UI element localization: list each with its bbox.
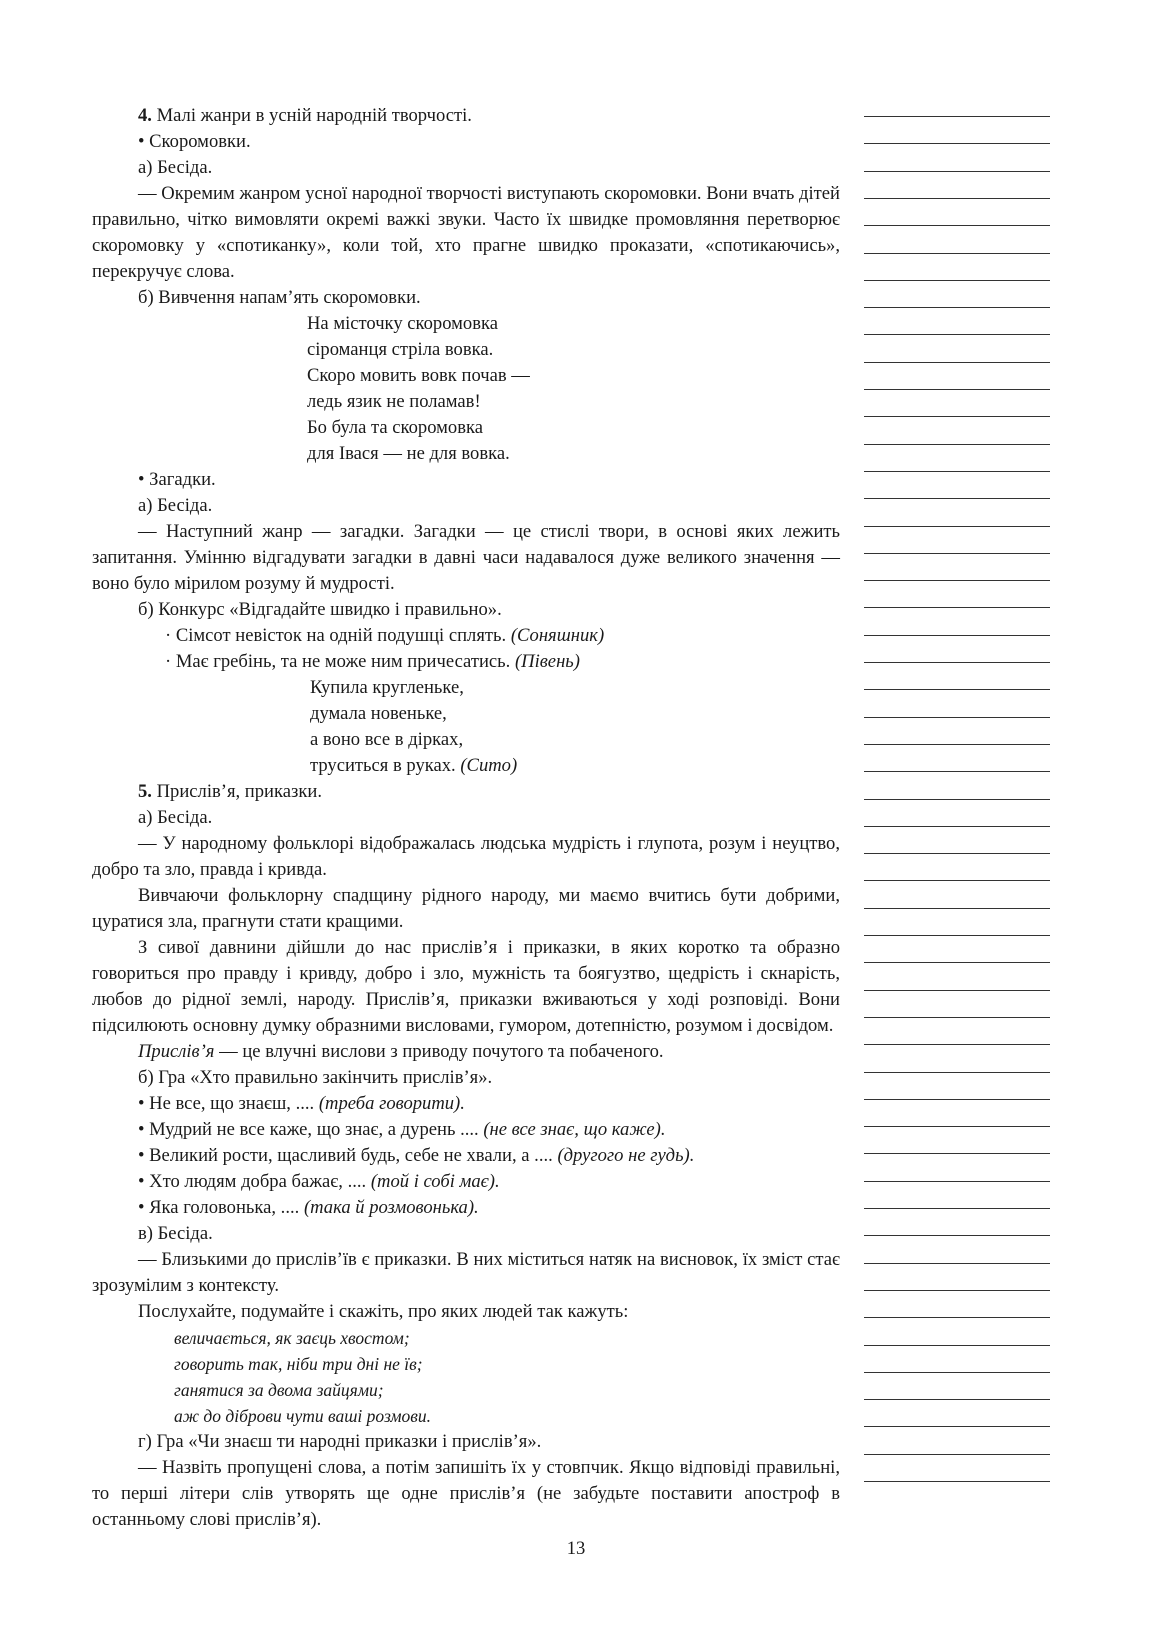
note-line — [864, 1126, 1050, 1127]
note-line — [864, 771, 1050, 772]
note-line — [864, 1454, 1050, 1455]
poem-line: труситься в руках. (Сито) — [310, 755, 518, 776]
paragraph: Послухайте, подумайте і скажіть, про яких людей так кажуть: — [138, 1301, 629, 1322]
note-line — [864, 1044, 1050, 1045]
note-lines — [864, 0, 1050, 1629]
main-text — [92, 103, 840, 1533]
note-line — [864, 662, 1050, 663]
note-line — [864, 607, 1050, 608]
note-line — [864, 1072, 1050, 1073]
paragraph: — Наступний жанр — загадки. Загадки — це стислі твори, в основі яких лежить запитання. Умінню відгадувати загадки в давні часи надавалося дуже великого значення — воно було мірилом розуму й мудрості. — [92, 521, 840, 594]
proverb-item: • Великий рости, щасливий будь, себе не хвали, а .... (другого не гудь). — [138, 1145, 695, 1166]
note-line — [864, 1017, 1050, 1018]
proverb-item: • Не все, що знаєш, .... (треба говорити). — [138, 1093, 465, 1114]
note-line — [864, 526, 1050, 527]
note-line — [864, 1345, 1050, 1346]
note-line — [864, 198, 1050, 199]
poem-line: ледь язик не поламав! — [307, 391, 481, 412]
paragraph: З сивої давнини дійшли до нас прислів’я і приказки, в яких коротко та образно говориться про правду і кривду, добро і зло, мужність та боягузтво, щедрість і скнарість, любов до рідної землі, народу. Прислів’я, приказки вживаються у ході розповіді. Вони підсилюють основну думку образними висловами, гумором, дотепністю, розумом і досвідом. — [92, 937, 840, 1036]
saying: говорить так, ніби три дні не їв; — [174, 1354, 423, 1374]
subsection-v: в) Бесіда. — [138, 1223, 213, 1244]
paragraph: — Близькими до прислів’їв є приказки. В них міститься натяк на висновок, їх зміст стає зрозумілим з контексту. — [92, 1249, 840, 1296]
subsection-b: б) Вивчення напам’ять скоромовки. — [138, 287, 421, 308]
note-line — [864, 880, 1050, 881]
note-line — [864, 553, 1050, 554]
poem-line: а воно все в дірках, — [310, 729, 464, 750]
note-line — [864, 799, 1050, 800]
note-line — [864, 171, 1050, 172]
note-line — [864, 280, 1050, 281]
note-line — [864, 908, 1050, 909]
note-line — [864, 1317, 1050, 1318]
note-line — [864, 1399, 1050, 1400]
riddle-poem — [92, 675, 840, 779]
note-line — [864, 635, 1050, 636]
subsection-a: а) Бесіда. — [138, 495, 213, 516]
note-line — [864, 962, 1050, 963]
note-line — [864, 389, 1050, 390]
note-line — [864, 744, 1050, 745]
note-line — [864, 1235, 1050, 1236]
subsection-a: а) Бесіда. — [138, 807, 213, 828]
note-line — [864, 1372, 1050, 1373]
note-line — [864, 1099, 1050, 1100]
proverb-item: • Хто людям добра бажає, .... (той і собі має). — [138, 1171, 500, 1192]
poem-line: сіроманця стріла вовка. — [307, 339, 494, 360]
section4-heading: 4. Малі жанри в усній народній творчості. — [138, 105, 472, 126]
note-line — [864, 1181, 1050, 1182]
paragraph: — Окремим жанром усної народної творчості виступають скоромовки. Вони вчать дітей правильно, чітко вимовляти окремі важкі звуки. Часто їх швидке промовляння перетворює скоромовку у «спотиканку», коли той, хто прагне швидко проказати, «спотикаючись», перекручує слова. — [92, 183, 840, 282]
poem-line: для Івася — не для вовка. — [307, 443, 510, 464]
saying: ганятися за двома зайцями; — [174, 1380, 384, 1400]
note-line — [864, 689, 1050, 690]
poem-line: Скоро мовить вовк почав — — [307, 365, 530, 386]
proverb-item: • Яка головонька, .... (така й розмовонька). — [138, 1197, 479, 1218]
note-line — [864, 225, 1050, 226]
note-line — [864, 143, 1050, 144]
note-line — [864, 580, 1050, 581]
saying: величається, як заєць хвостом; — [174, 1328, 410, 1348]
paragraph: Вивчаючи фольклорну спадщину рідного народу, ми маємо вчитись бути добрими, цуратися зла, прагнути стати кращими. — [92, 885, 840, 932]
section5-heading: 5. Прислів’я, приказки. — [138, 781, 322, 802]
note-line — [864, 1481, 1050, 1482]
poem-line: Бо була та скоромовка — [307, 417, 484, 438]
definition: Прислів’я — це влучні вислови з приводу почутого та побаченого. — [138, 1041, 664, 1062]
page-number: 13 — [566, 1538, 586, 1559]
note-line — [864, 253, 1050, 254]
note-line — [864, 307, 1050, 308]
poem-line: На місточку скоромовка — [307, 313, 499, 334]
note-line — [864, 826, 1050, 827]
note-line — [864, 116, 1050, 117]
note-line — [864, 1153, 1050, 1154]
paragraph: — Назвіть пропущені слова, а потім запишіть їх у стовпчик. Якщо відповіді правильні, то перші літери слів утворять ще одне прислів’я (не забудьте поставити апостроф в останньому слові прислів’я). — [92, 1457, 840, 1530]
saying: аж до діброви чути ваші розмови. — [174, 1406, 431, 1426]
note-line — [864, 990, 1050, 991]
note-line — [864, 471, 1050, 472]
note-line — [864, 717, 1050, 718]
bullet-riddles: • Загадки. — [138, 469, 216, 490]
note-line — [864, 1208, 1050, 1209]
note-line — [864, 1263, 1050, 1264]
bullet-tongue-twisters: • Скоромовки. — [138, 131, 251, 152]
note-line — [864, 935, 1050, 936]
riddle: · Має гребінь, та не може ним причесатись. (Півень) — [165, 651, 580, 672]
poem — [92, 311, 840, 467]
subsection-b: б) Гра «Хто правильно закінчить прислів’я». — [138, 1067, 493, 1088]
paragraph: — У народному фольклорі відображалась людська мудрість і глупота, розум і неуцтво, добро та зло, правда і кривда. — [92, 833, 840, 880]
subsection-b: б) Конкурс «Відгадайте швидко і правильно». — [138, 599, 502, 620]
note-line — [864, 853, 1050, 854]
note-line — [864, 334, 1050, 335]
note-line — [864, 416, 1050, 417]
note-line — [864, 444, 1050, 445]
poem-line: Купила кругленьке, — [310, 677, 464, 698]
subsection-g: г) Гра «Чи знаєш ти народні приказки і прислів’я». — [138, 1431, 542, 1452]
poem-line: думала новеньке, — [310, 703, 447, 724]
note-line — [864, 498, 1050, 499]
proverb-item: • Мудрий не все каже, що знає, а дурень .... (не все знає, що каже). — [138, 1119, 666, 1140]
note-line — [864, 1290, 1050, 1291]
note-line — [864, 362, 1050, 363]
note-line — [864, 1426, 1050, 1427]
riddle: · Сімсот невісток на одній подушці сплять. (Соняшник) — [165, 625, 605, 646]
subsection-a: а) Бесіда. — [138, 157, 213, 178]
